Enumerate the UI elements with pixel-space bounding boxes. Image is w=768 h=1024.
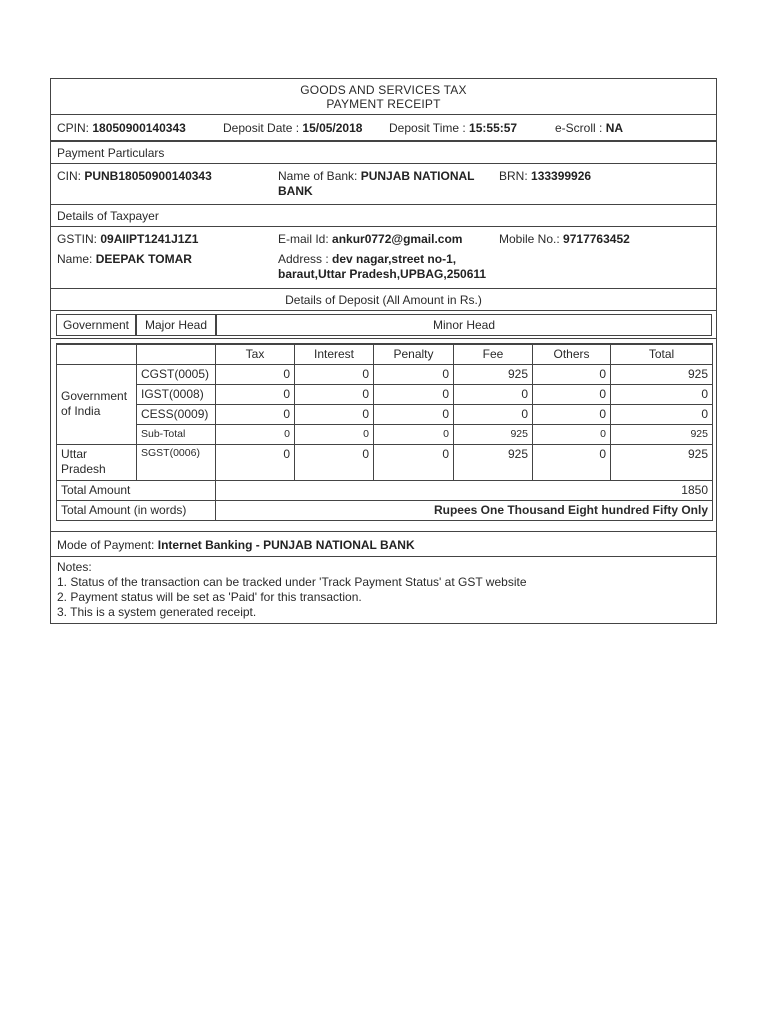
name-label: Name:: [57, 252, 93, 266]
empty-cell: [137, 344, 216, 364]
penalty-cell: 0: [374, 404, 454, 424]
note-item: 3. This is a system generated receipt.: [57, 605, 257, 619]
total-words-label: Total Amount (in words): [57, 500, 216, 520]
tax-cell: 0: [216, 444, 295, 480]
mode-of-payment-label: Mode of Payment:: [57, 538, 155, 552]
total-words-value: Rupees One Thousand Eight hundred Fifty Only: [216, 500, 713, 520]
address-label: Address :: [278, 252, 329, 266]
fee-cell: 925: [454, 444, 533, 480]
sub-total-label: Sub-Total: [137, 424, 216, 444]
notes-section: [51, 557, 716, 623]
payment-receipt: [50, 78, 717, 624]
deposit-time-field: [389, 121, 517, 135]
deposit-title: Details of Deposit (All Amount in Rs.): [285, 293, 482, 307]
note-item: 2. Payment status will be set as 'Paid' for this transaction.: [57, 590, 362, 604]
tax-cell: 0: [216, 404, 295, 424]
total-amount-label: Total Amount: [57, 480, 216, 500]
interest-cell: 0: [295, 364, 374, 384]
deposit-table: [56, 343, 713, 521]
others-cell: 0: [533, 364, 611, 384]
mode-of-payment-row: [51, 532, 716, 557]
payment-particulars-title: Payment Particulars: [57, 146, 165, 160]
deposit-table-row: [51, 339, 716, 532]
note-item: 1. Status of the transaction can be tracked under 'Track Payment Status' at GST website: [57, 575, 527, 589]
cpin-value: 18050900140343: [92, 121, 186, 135]
bank-name-value-cont: BANK: [278, 184, 313, 198]
major-head-cell: CESS(0009): [137, 404, 216, 424]
fee-cell: 0: [454, 404, 533, 424]
government-of-india-cell: [57, 364, 137, 444]
government-label: Government: [61, 389, 128, 403]
deposit-time-value: 15:55:57: [469, 121, 518, 135]
state-row: [57, 444, 713, 480]
total-cell: 925: [611, 364, 713, 384]
fee-cell: 925: [454, 424, 533, 444]
name-field: [57, 252, 192, 266]
others-header: Others: [533, 344, 611, 364]
cpin-field: [57, 121, 186, 135]
receipt-header: [51, 79, 716, 115]
escroll-label: e-Scroll :: [555, 121, 603, 135]
government-label-cont: of India: [61, 404, 101, 418]
penalty-cell: 0: [374, 424, 454, 444]
total-cell: 0: [611, 384, 713, 404]
brn-value: 133399926: [531, 169, 592, 183]
others-cell: 0: [533, 384, 611, 404]
interest-cell: 0: [295, 444, 374, 480]
bank-name-field: [278, 169, 475, 199]
brn-field: [499, 169, 591, 183]
total-header: Total: [611, 344, 713, 364]
email-value: ankur0772@gmail.com: [332, 232, 463, 246]
fee-header: Fee: [454, 344, 533, 364]
cin-value: PUNB18050900140343: [84, 169, 212, 183]
email-label: E-mail Id:: [278, 232, 329, 246]
payment-particulars-heading: [51, 142, 716, 164]
tax-header: Tax: [216, 344, 295, 364]
deposit-date-field: [223, 121, 362, 135]
mobile-field: [499, 232, 630, 246]
address-field: [278, 252, 486, 282]
table-row: [57, 364, 713, 384]
brn-label: BRN:: [499, 169, 528, 183]
name-value: DEEPAK TOMAR: [95, 252, 192, 266]
tax-cell: 0: [216, 384, 295, 404]
interest-cell: 0: [295, 424, 374, 444]
total-amount-row: [57, 480, 713, 500]
bank-name-label: Name of Bank:: [278, 169, 358, 183]
deposit-date-label: Deposit Date :: [223, 121, 300, 135]
tax-cell: 0: [216, 424, 295, 444]
notes-title: Notes:: [57, 560, 92, 574]
gstin-field: [57, 232, 198, 246]
gstin-label: GSTIN:: [57, 232, 98, 246]
others-cell: 0: [533, 404, 611, 424]
bank-name-value: PUNJAB NATIONAL: [360, 169, 475, 183]
header-title: GOODS AND SERVICES TAX: [300, 83, 467, 97]
cpin-row: [51, 115, 716, 142]
bank-details-row: [51, 164, 716, 205]
cin-field: [57, 169, 212, 183]
penalty-cell: 0: [374, 384, 454, 404]
taxpayer-title: Details of Taxpayer: [57, 209, 159, 223]
major-head-cell: SGST(0006): [137, 444, 216, 480]
email-field: [278, 232, 462, 246]
cin-label: CIN:: [57, 169, 81, 183]
mode-of-payment-value: Internet Banking - PUNJAB NATIONAL BANK: [157, 538, 415, 552]
tax-cell: 0: [216, 364, 295, 384]
total-words-row: [57, 500, 713, 520]
total-amount-value: 1850: [216, 480, 713, 500]
major-head-column-header: Major Head: [137, 315, 217, 335]
empty-cell: [57, 344, 137, 364]
mode-of-payment-field: [57, 538, 415, 552]
escroll-field: [555, 121, 623, 135]
table-row: [57, 384, 713, 404]
state-cell: [57, 444, 137, 480]
address-value-cont: baraut,Uttar Pradesh,UPBAG,250611: [278, 267, 487, 281]
mobile-value: 9717763452: [563, 232, 630, 246]
government-column-header: Government: [57, 315, 137, 335]
penalty-cell: 0: [374, 364, 454, 384]
taxpayer-heading: [51, 205, 716, 227]
cpin-label: CPIN:: [57, 121, 90, 135]
table-row: [57, 404, 713, 424]
deposit-date-value: 15/05/2018: [302, 121, 363, 135]
gstin-value: 09AIIPT1241J1Z1: [100, 232, 199, 246]
total-cell: 0: [611, 404, 713, 424]
major-head-cell: CGST(0005): [137, 364, 216, 384]
escroll-value: NA: [605, 121, 624, 135]
fee-cell: 925: [454, 364, 533, 384]
deposit-time-label: Deposit Time :: [389, 121, 466, 135]
taxpayer-details-row: [51, 227, 716, 289]
major-head-cell: IGST(0008): [137, 384, 216, 404]
mobile-label: Mobile No.:: [499, 232, 560, 246]
head-columns: [56, 314, 712, 336]
fee-cell: 0: [454, 384, 533, 404]
penalty-cell: 0: [374, 444, 454, 480]
interest-cell: 0: [295, 384, 374, 404]
interest-header: Interest: [295, 344, 374, 364]
state-label-cont: Pradesh: [61, 461, 106, 476]
header-subtitle: PAYMENT RECEIPT: [326, 97, 441, 111]
penalty-header: Penalty: [374, 344, 454, 364]
total-cell: 925: [611, 444, 713, 480]
minor-head-column-header: Minor Head: [432, 318, 496, 332]
interest-cell: 0: [295, 404, 374, 424]
state-label: Uttar: [61, 446, 88, 461]
sub-total-row: [57, 424, 713, 444]
others-cell: 0: [533, 444, 611, 480]
deposit-heading: [51, 289, 716, 311]
notes-list: [57, 560, 527, 620]
others-cell: 0: [533, 424, 611, 444]
sub-header-row: [57, 344, 713, 364]
total-cell: 925: [611, 424, 713, 444]
address-value: dev nagar,street no-1,: [332, 252, 457, 266]
head-columns-row: [51, 311, 716, 339]
